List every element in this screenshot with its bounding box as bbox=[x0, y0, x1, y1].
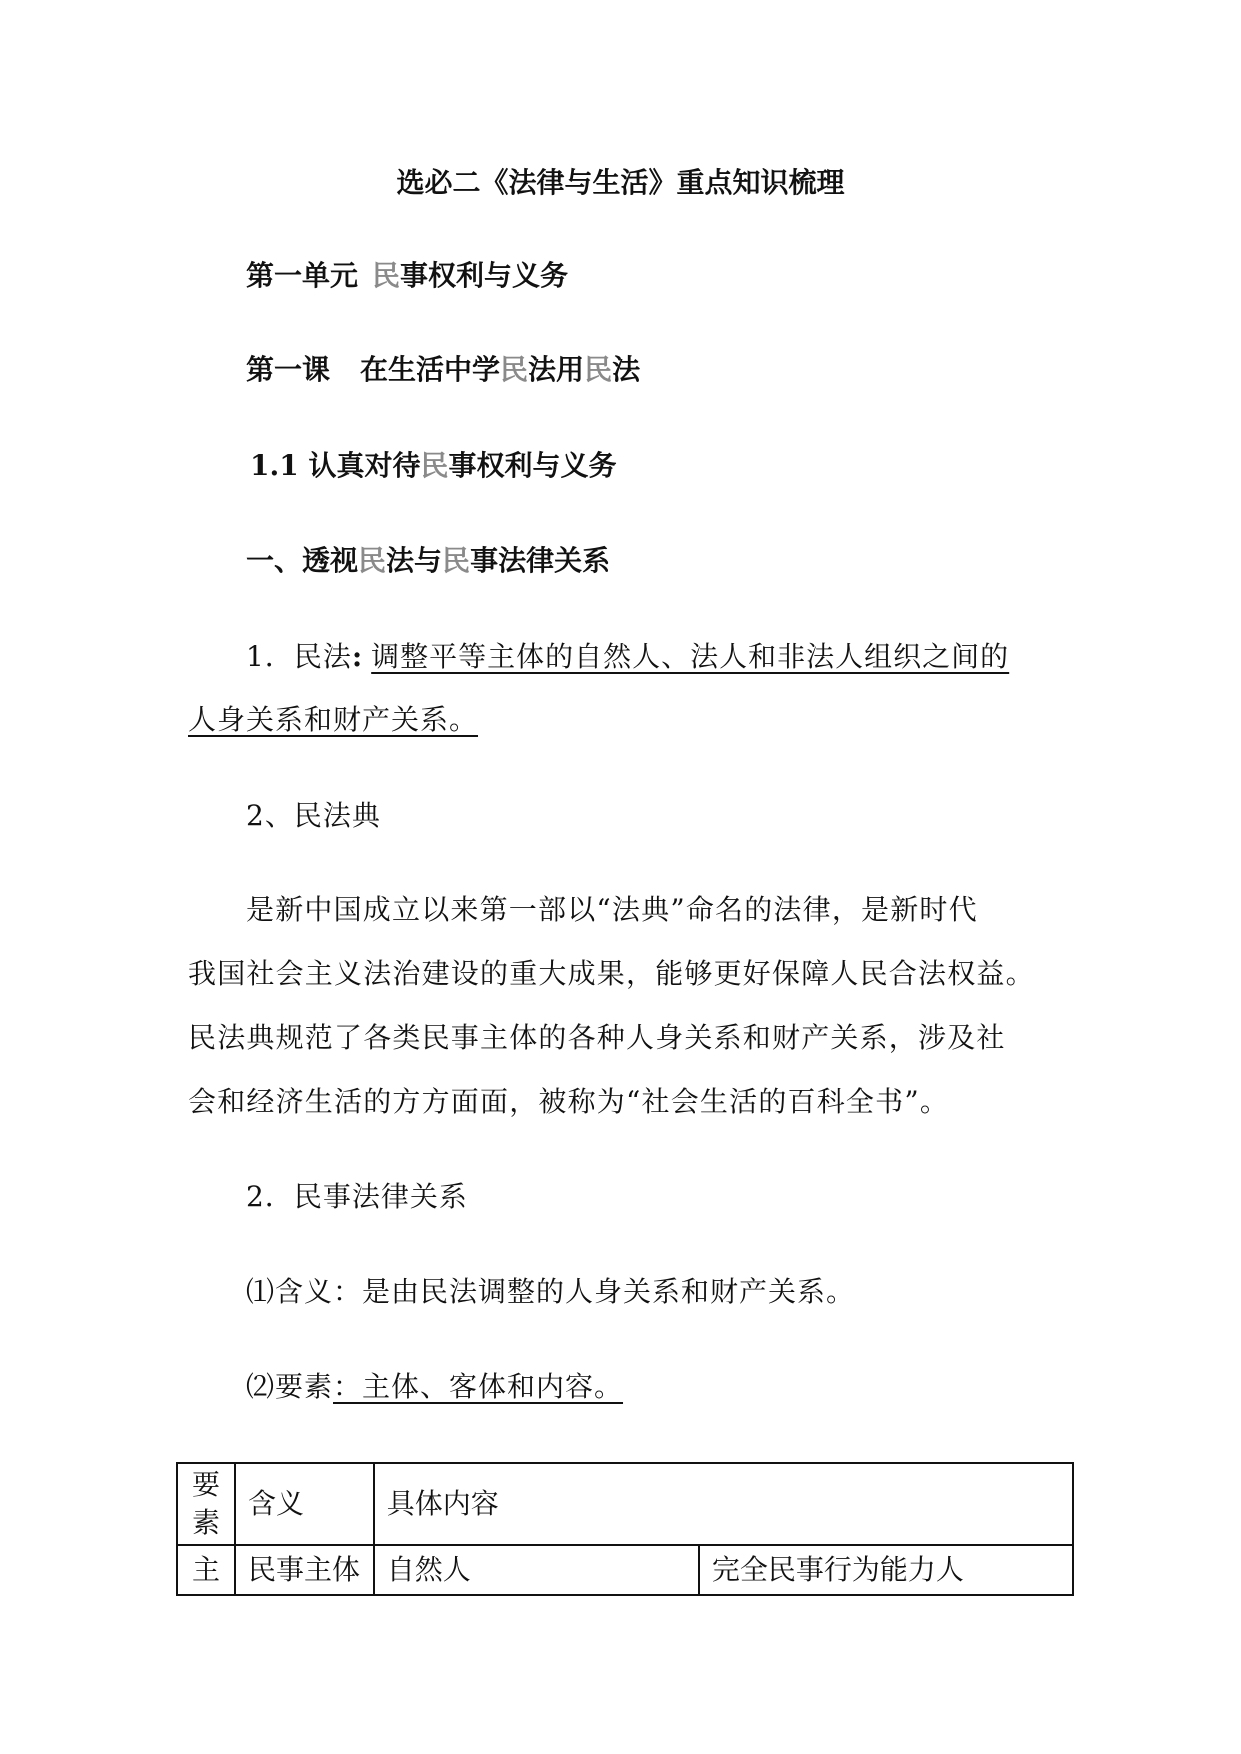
elements-table bbox=[176, 1462, 1074, 1596]
lesson-part1: 在生活中学 bbox=[360, 353, 501, 386]
table-cell-detail: 完全民事行为能力人 bbox=[699, 1545, 1073, 1595]
section-rest: 事权利与义务 bbox=[448, 449, 617, 482]
lesson-min-char-1: 民 bbox=[500, 353, 529, 386]
lesson-min-char-2: 民 bbox=[584, 353, 613, 386]
unit-rest: 事权利与义务 bbox=[400, 259, 569, 292]
item1-line1 bbox=[246, 637, 1009, 677]
lesson-part2: 法用 bbox=[528, 353, 585, 386]
part-min-char-2: 民 bbox=[442, 544, 471, 577]
table-header-element: 要素 bbox=[177, 1463, 235, 1545]
part-part2: 法与 bbox=[386, 544, 443, 577]
lesson-label: 第一课 bbox=[246, 353, 331, 386]
paragraph-line-3: 民法典规范了各类民事主体的各种人身关系和财产关系，涉及社 bbox=[188, 1021, 1006, 1054]
part-part1: 一、透视 bbox=[246, 544, 359, 577]
page-title: 选必二《法律与生活》重点知识梳理 bbox=[396, 166, 845, 199]
elements-line bbox=[246, 1367, 623, 1407]
paragraph-line-4: 会和经济生活的方方面面，被称为“社会生活的百科全书”。 bbox=[188, 1085, 950, 1118]
table-cell-content: 自然人 bbox=[374, 1545, 699, 1595]
table-row bbox=[177, 1545, 1073, 1595]
lesson-heading bbox=[246, 350, 640, 390]
part-part3: 事法律关系 bbox=[470, 544, 611, 577]
item2-heading: 2、民法典 bbox=[246, 799, 381, 832]
table-header-row bbox=[177, 1463, 1073, 1545]
section-min-char: 民 bbox=[420, 449, 449, 482]
table-header-meaning: 含义 bbox=[235, 1463, 374, 1545]
unit-heading bbox=[246, 256, 568, 296]
unit-label: 第一单元 bbox=[246, 259, 359, 292]
table-header-content: 具体内容 bbox=[374, 1463, 1073, 1545]
lesson-part3: 法 bbox=[612, 353, 641, 386]
item1-label: 1．民法 bbox=[246, 640, 352, 673]
table-cell-meaning: 民事主体 bbox=[235, 1545, 374, 1595]
section-heading bbox=[250, 446, 617, 486]
paragraph-line-2: 我国社会主义法治建设的重大成果，能够更好保障人民合法权益。 bbox=[188, 957, 1035, 990]
item3-heading: 2．民事法律关系 bbox=[246, 1180, 468, 1213]
elements-content: ：主体、客体和内容。 bbox=[333, 1370, 624, 1403]
part-min-char-1: 民 bbox=[358, 544, 387, 577]
paragraph-line-1: 是新中国成立以来第一部以“法典”命名的法律，是新时代 bbox=[246, 893, 978, 926]
unit-min-char: 民 bbox=[372, 259, 401, 292]
section-number: 1.1 认真对待 bbox=[250, 449, 421, 482]
item1-definition-part1: 调整平等主体的自然人、法人和非法人组织之间的 bbox=[371, 640, 1010, 673]
item1-colon: : bbox=[351, 640, 364, 673]
part-heading bbox=[246, 541, 610, 581]
item1-definition-part2: 人身关系和财产关系。 bbox=[188, 703, 479, 736]
table-cell-element: 主 bbox=[177, 1545, 235, 1595]
elements-label: ⑵要素 bbox=[246, 1370, 334, 1403]
meaning-line: ⑴含义：是由民法调整的人身关系和财产关系。 bbox=[246, 1275, 856, 1308]
item1-line2 bbox=[188, 700, 478, 740]
